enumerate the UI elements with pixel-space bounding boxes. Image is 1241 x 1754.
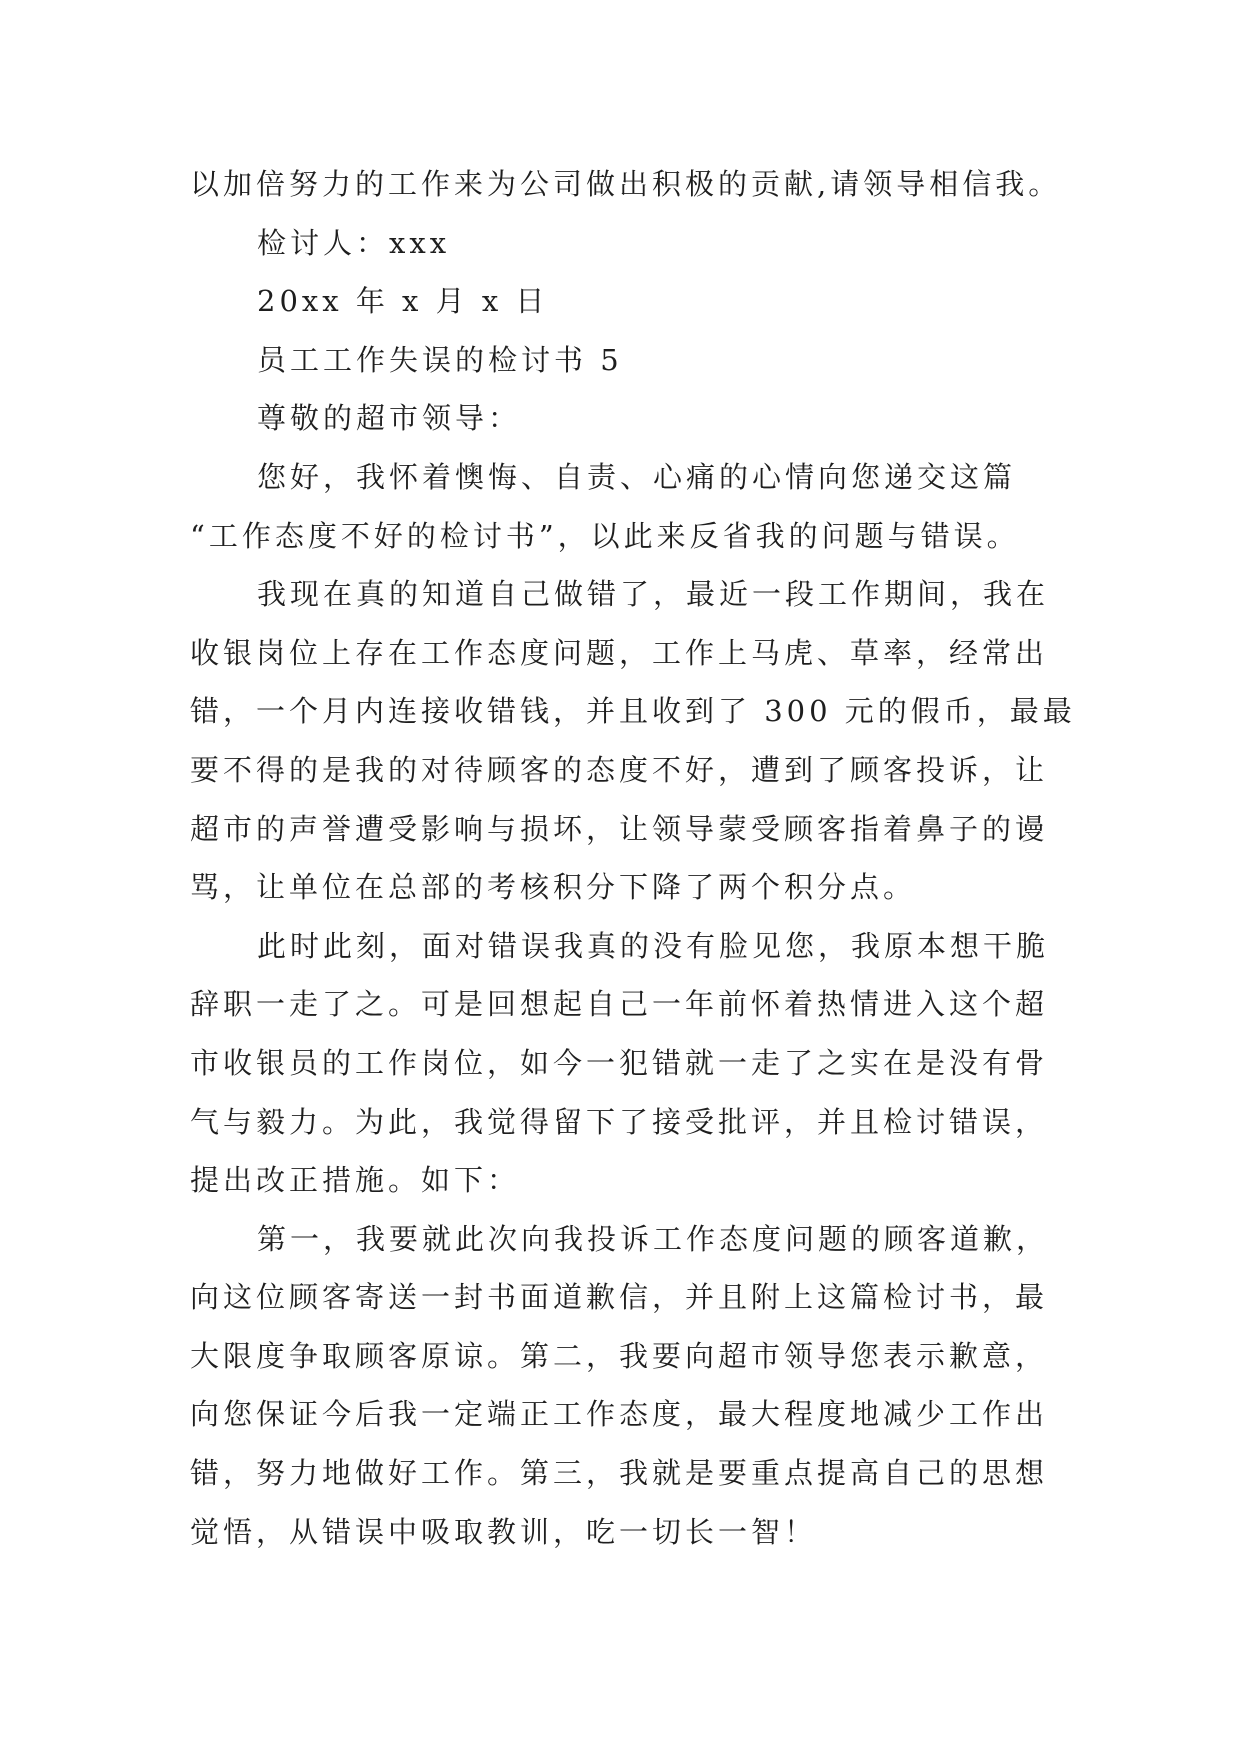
text-line: 辞职一走了之。可是回想起自己一年前怀着热情进入这个超 <box>190 987 1049 1022</box>
text-line: 以加倍努力的工作来为公司做出积极的贡献,请领导相信我。 <box>190 167 1062 201</box>
signature-date <box>190 272 1110 331</box>
paragraph-reflection <box>190 917 1110 1210</box>
text-line: 要不得的是我的对待顾客的态度不好，遭到了顾客投诉，让 <box>190 752 1049 787</box>
text-line: 提出改正措施。如下： <box>190 1163 521 1198</box>
document-body <box>190 155 1110 1561</box>
text-line: “工作态度不好的检讨书”，以此来反省我的问题与错误。 <box>190 518 1020 553</box>
section-title <box>190 331 1110 390</box>
text-line: 气与毅力。为此，我觉得留下了接受批评，并且检讨错误， <box>190 1104 1049 1139</box>
text-line: 您好，我怀着懊悔、自责、心痛的心情向您递交这篇 <box>257 459 1017 494</box>
reviewer-line: 检讨人：xxx <box>257 225 451 260</box>
paragraph-continuation <box>190 155 1110 214</box>
text-line: 收银岗位上存在工作态度问题，工作上马虎、草率，经常出 <box>190 635 1049 670</box>
paragraph-measures <box>190 1210 1110 1562</box>
date-line: 20xx 年 x 月 x 日 <box>257 284 549 319</box>
text-line: 觉悟，从错误中吸取教训，吃一切长一智！ <box>190 1514 818 1549</box>
text-line: 向您保证今后我一定端正工作态度，最大程度地减少工作出 <box>190 1397 1049 1432</box>
text-line: 骂，让单位在总部的考核积分下降了两个积分点。 <box>190 870 917 905</box>
text-line: 错，一个月内连接收错钱，并且收到了 300 元的假币，最最 <box>190 694 1076 729</box>
salutation-line: 尊敬的超市领导： <box>257 401 522 436</box>
salutation <box>190 389 1110 448</box>
text-line: 向这位顾客寄送一封书面道歉信，并且附上这篇检讨书，最 <box>190 1280 1049 1315</box>
paragraph-confession <box>190 565 1110 917</box>
text-line: 市收银员的工作岗位，如今一犯错就一走了之实在是没有骨 <box>190 1045 1049 1080</box>
text-line: 我现在真的知道自己做错了，最近一段工作期间，我在 <box>257 577 1050 612</box>
signature-reviewer <box>190 214 1110 273</box>
title-line: 员工工作失误的检讨书 5 <box>257 342 623 377</box>
text-line: 超市的声誉遭受影响与损坏，让领导蒙受顾客指着鼻子的谩 <box>190 811 1049 846</box>
paragraph-greeting <box>190 448 1110 565</box>
text-line: 此时此刻，面对错误我真的没有脸见您，我原本想干脆 <box>257 928 1050 963</box>
text-line: 大限度争取顾客原谅。第二，我要向超市领导您表示歉意， <box>190 1338 1049 1373</box>
text-line: 错，努力地做好工作。第三，我就是要重点提高自己的思想 <box>190 1456 1049 1491</box>
text-line: 第一，我要就此次向我投诉工作态度问题的顾客道歉， <box>257 1221 1050 1256</box>
